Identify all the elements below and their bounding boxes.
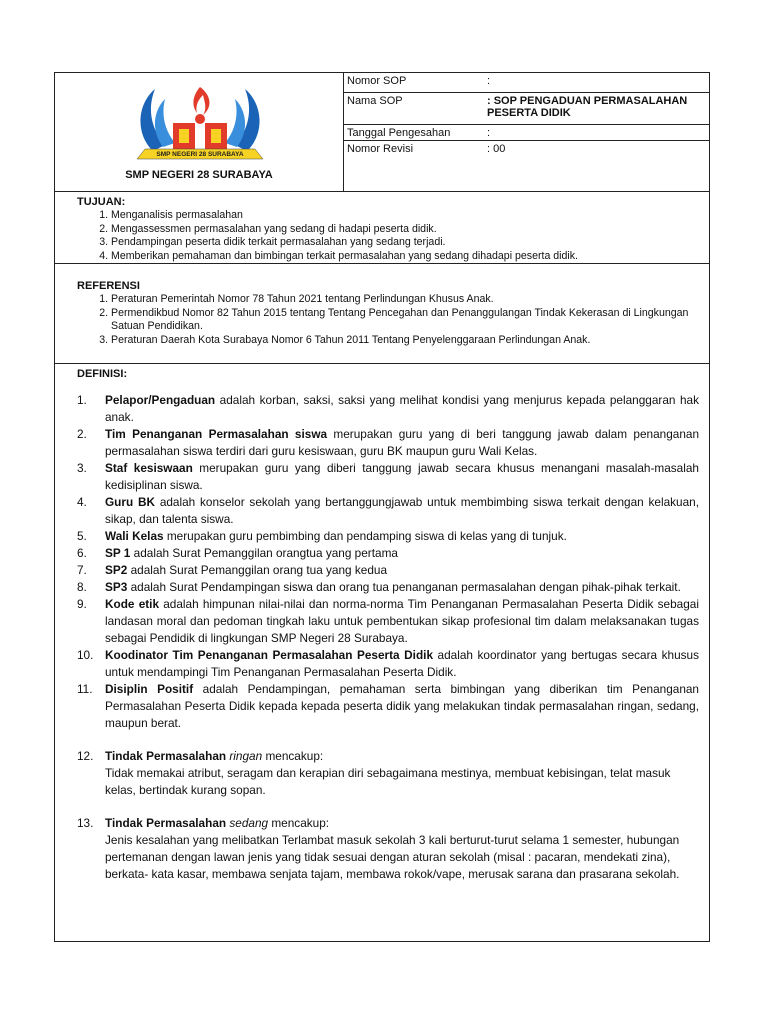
meta-value: : — [487, 127, 491, 139]
item-term: Tindak Permasalahan — [105, 816, 230, 830]
item-text: adalah Surat Pemanggilan orang tua yang kedua — [127, 563, 388, 577]
item-text: adalah koordinator yang bertugas secara khusus untuk mendampingi Tim Penanganan Permasalahan Peserta Didik. — [105, 648, 699, 679]
list-item: 4. Memberikan pemahaman dan bimbingan terkait permasalahan yang sedang dihadapi peserta didik. — [111, 250, 709, 264]
meta-label: Tanggal Pengesahan — [347, 127, 451, 139]
item-number: 10. — [77, 648, 94, 662]
item-text: Jenis kesalahan yang melibatkan Terlambat masuk sekolah 3 kali berturut-turut selama 1 semester, hubungan pertemanan dengan lawan jenis yang tidak sesuai dengan aturan sekolah (misal : pacaran, mendekati zina), berkata- kata kasar, membawa senjata tajam, membawa rokok/vape, merusak sarana dan prasarana sekolah. — [105, 833, 680, 881]
item-text: merupakan guru pembimbing dan pendamping siswa di kelas yang di tunjuk. — [163, 529, 567, 543]
item-text: mencakup: — [262, 749, 324, 763]
meta-value: : — [487, 75, 491, 87]
item-term: SP3 — [105, 580, 128, 594]
tujuan-title: TUJUAN: — [77, 196, 126, 208]
item-text: adalah Pendampingan, pemahaman serta bimbingan yang diberikan tim Penanganan Permasalahan Peserta Didik kepada kepada peserta didik yang melakukan tindak permasalahan ringan, sedang, maupun berat. — [105, 682, 699, 730]
list-item — [77, 494, 699, 528]
list-item-detail — [77, 832, 699, 883]
item-number: 9. — [77, 597, 87, 611]
definisi-title: DEFINISI: — [77, 368, 128, 380]
item-text: adalah korban, saksi, saksi yang melihat kondisi yang menjurus kepada pelanggaran hak anak. — [105, 393, 699, 424]
tujuan-section — [55, 192, 709, 264]
item-term: Tindak Permasalahan — [105, 749, 230, 763]
item-number: 4. — [77, 495, 87, 509]
logo-ribbon-text: SMP NEGERI 28 SURABAYA — [156, 151, 244, 158]
item-text: merupakan guru yang diberi tanggung jawab secara khusus menangani masalah-masalah kedisiplinan siswa. — [105, 461, 699, 492]
item-term: Pelapor/Pengaduan — [105, 393, 216, 407]
item-term: Disiplin Positif — [105, 682, 194, 696]
list-item — [77, 528, 699, 545]
item-text: mencakup: — [268, 816, 330, 830]
meta-row-nomor — [344, 73, 709, 93]
list-item — [77, 681, 699, 732]
meta-label: Nomor SOP — [347, 75, 407, 87]
item-term: Guru BK — [105, 495, 156, 509]
list-item — [77, 647, 699, 681]
item-text: merupakan guru yang di beri tanggung jawab dalam penanganan permasalahan siswa terdiri dari guru kesiswaan, guru BK maupun guru Wali Kelas. — [105, 427, 700, 458]
meta-value: : 00 — [487, 143, 506, 155]
item-term: SP2 — [105, 563, 128, 577]
item-term-emphasis: sedang — [229, 816, 269, 830]
item-number: 3. — [77, 461, 87, 475]
item-number: 1. — [77, 393, 87, 407]
definisi-section — [55, 364, 709, 883]
item-text: adalah Surat Pemanggilan orangtua yang pertama — [130, 546, 398, 560]
item-term: Wali Kelas — [105, 529, 164, 543]
list-item — [77, 392, 699, 426]
item-text: adalah konselor sekolah yang bertanggungjawab untuk membimbing siswa terkait dengan kelakuan, sikap, dan talenta siswa. — [105, 495, 699, 526]
list-item — [77, 545, 699, 562]
list-item — [77, 815, 699, 832]
item-number: 8. — [77, 580, 87, 594]
meta-label: Nomor Revisi — [347, 143, 414, 155]
list-item: 2. Mengassessmen permasalahan yang sedang di hadapi peserta didik. — [111, 223, 709, 237]
list-item — [77, 426, 699, 460]
list-item — [77, 562, 699, 579]
list-item-detail — [77, 765, 699, 799]
list-item: 2. Permendikbud Nomor 82 Tahun 2015 tentang Tentang Pencegahan dan Penanggulangan Tindak Kekerasan di Lingkungan Satuan Pendidikan. — [111, 307, 709, 334]
meta-row-tanggal — [344, 125, 709, 141]
meta-row-revisi — [344, 141, 709, 191]
referensi-list — [77, 293, 709, 347]
item-term-emphasis: ringan — [229, 749, 263, 763]
list-item — [77, 596, 699, 647]
tujuan-list — [77, 209, 709, 263]
item-term: Tim Penanganan Permasalahan siswa — [105, 427, 328, 441]
item-number: 13. — [77, 816, 94, 830]
item-term: Kode etik — [105, 597, 160, 611]
list-item: 1. Menganalisis permasalahan — [111, 209, 709, 223]
list-item: 3. Pendampingan peserta didik terkait permasalahan yang sedang terjadi. — [111, 236, 709, 250]
item-number: 12. — [77, 749, 94, 763]
header — [55, 73, 709, 192]
sop-meta-table — [344, 73, 709, 191]
list-item — [77, 460, 699, 494]
meta-value: : SOP PENGADUAN PERMASALAHAN PESERTA DIDIK — [487, 95, 688, 119]
item-text: adalah Surat Pendampingan siswa dan orang tua penanganan permasalahan dengan pihak-pihak terkait. — [127, 580, 681, 594]
item-number: 7. — [77, 563, 87, 577]
list-item: 3. Peraturan Daerah Kota Surabaya Nomor 6 Tahun 2011 Tentang Penyelenggaraan Perlindungan Anak. — [111, 334, 709, 348]
item-number: 11. — [77, 682, 93, 696]
item-number: 6. — [77, 546, 87, 560]
school-name: SMP NEGERI 28 SURABAYA — [125, 169, 273, 181]
item-number: 5. — [77, 529, 87, 543]
definisi-list — [77, 392, 699, 732]
item-text: adalah himpunan nilai-nilai dan norma-norma Tim Penanganan Permasalahan Peserta Didik sebagai landasan moral dan pedoman tingkah laku untuk pembentukan sikap profesional tim dalam melaksanakan tugas sebagai Pendidik di lingkungan SMP Negeri 28 Surabaya. — [105, 597, 699, 645]
referensi-section — [55, 264, 709, 364]
referensi-title: REFERENSI — [77, 280, 140, 292]
meta-label: Nama SOP — [347, 95, 403, 107]
item-term: Staf kesiswaan — [105, 461, 193, 475]
list-item — [77, 579, 699, 596]
item-text: Tidak memakai atribut, seragam dan kerapian diri sebagaimana mestinya, membuat kebisingan, telat masuk kelas, bertindak kurang sopan. — [105, 766, 671, 797]
meta-row-nama — [344, 93, 709, 125]
list-item: 1. Peraturan Pemerintah Nomor 78 Tahun 2021 tentang Perlindungan Khusus Anak. — [111, 293, 709, 307]
item-term: Koodinator Tim Penanganan Permasalahan Peserta Didik — [105, 648, 434, 662]
sop-document — [54, 72, 710, 942]
item-term: SP 1 — [105, 546, 131, 560]
item-number: 2. — [77, 427, 87, 441]
list-item — [77, 748, 699, 765]
logo-cell — [55, 73, 344, 191]
